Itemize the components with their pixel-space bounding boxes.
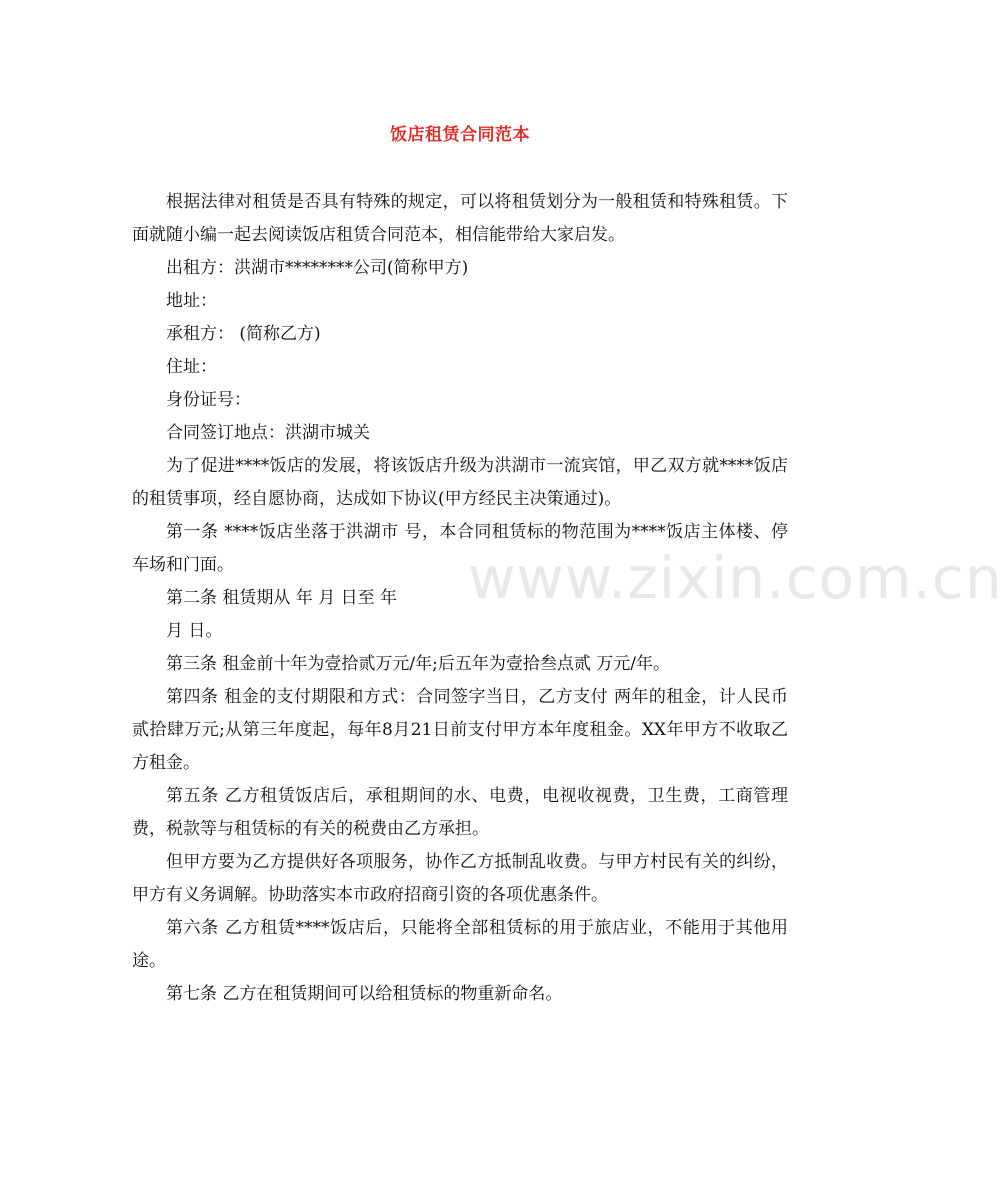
paragraph-article-5: 第五条 乙方租赁饭店后，承租期间的水、电费，电视收视费，卫生费，工商管理费，税款等与租赁标的有关的税费由乙方承担。: [132, 786, 788, 839]
paragraph-preamble: 为了促进****饭店的发展，将该饭店升级为洪湖市一流宾馆，甲乙双方就****饭店的租赁事项，经自愿协商，达成如下协议(甲方经民主决策通过)。: [132, 456, 788, 509]
paragraph-lessee-address: 住址：: [166, 357, 217, 377]
paragraph-lessor-address: 地址：: [166, 291, 217, 311]
paragraph-lessee: 承租方： (简称乙方): [166, 324, 321, 344]
paragraph-article-3: 第三条 租金前十年为壹拾贰万元/年;后五年为壹拾叁点贰 万元/年。: [166, 654, 670, 674]
paragraph-intro: 根据法律对租赁是否具有特殊的规定，可以将租赁划分为一般租赁和特殊租赁。下面就随小编一起去阅读饭店租赁合同范本，相信能带给大家启发。: [132, 192, 788, 245]
paragraph-article-2-end: 月 日。: [166, 621, 223, 641]
paragraph-article-4: 第四条 租金的支付期限和方式：合同签字当日，乙方支付 两年的租金，计人民币贰拾肆万元;从第三年度起，每年8月21日前支付甲方本年度租金。XX年甲方不收取乙方租金。: [132, 687, 788, 773]
paragraph-signing-place: 合同签订地点：洪湖市城关: [166, 423, 370, 443]
document-body: [132, 186, 788, 1011]
paragraph-article-1: 第一条 ****饭店坐落于洪湖市 号，本合同租赁标的物范围为****饭店主体楼、停车场和门面。: [132, 522, 788, 575]
document-title: 饭店租赁合同范本: [390, 125, 530, 145]
paragraph-id-number: 身份证号：: [166, 390, 251, 410]
paragraph-article-7: 第七条 乙方在租赁期间可以给租赁标的物重新命名。: [166, 984, 563, 1004]
paragraph-article-2: 第二条 租赁期从 年 月 日至 年: [166, 588, 398, 608]
paragraph-lessor: 出租方：洪湖市********公司(简称甲方): [166, 258, 469, 278]
watermark-text: www.zixin.com.cn: [468, 544, 1003, 612]
paragraph-article-6: 第六条 乙方租赁****饭店后，只能将全部租赁标的用于旅店业，不能用于其他用途。: [132, 918, 788, 971]
paragraph-article-5-cont: 但甲方要为乙方提供好各项服务，协作乙方抵制乱收费。与甲方村民有关的纠纷，甲方有义务调解。协助落实本市政府招商引资的各项优惠条件。: [132, 852, 788, 905]
